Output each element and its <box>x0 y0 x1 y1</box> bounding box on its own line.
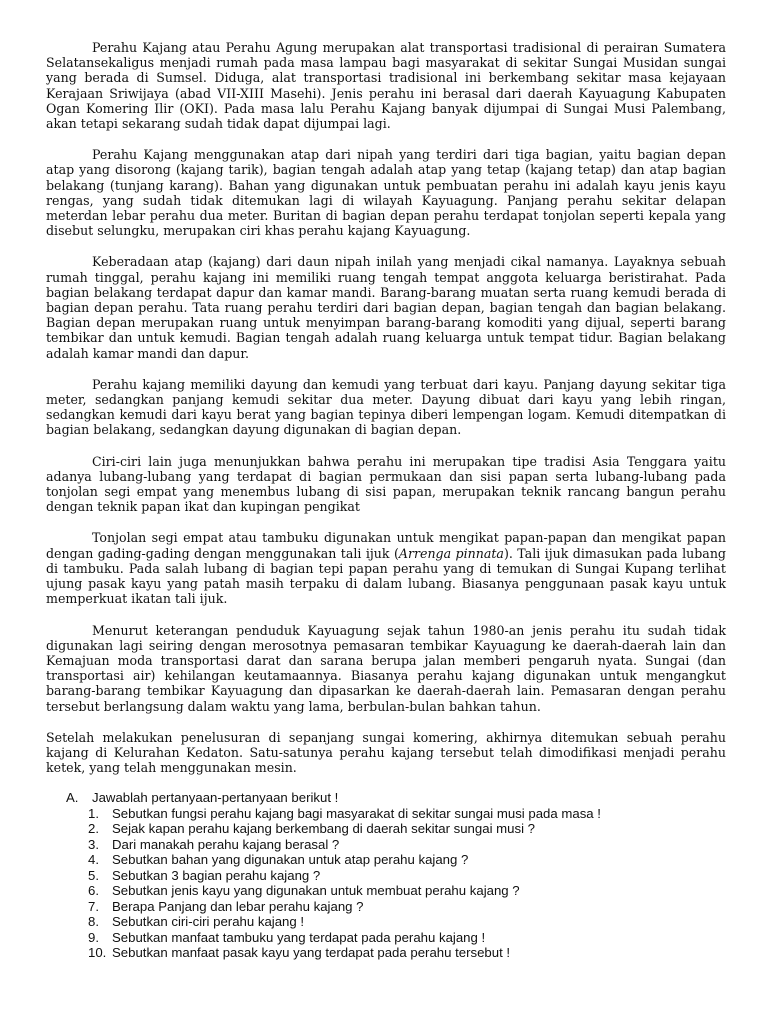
question-item <box>88 868 726 884</box>
question-text: Berapa Panjang dan lebar perahu kajang ? <box>112 898 364 914</box>
paragraph-7: Menurut keterangan penduduk Kayuagung sejak tahun 1980-an jenis perahu itu sudah tidak digunakan lagi seiring dengan merosotnya pemasaran tembikar Kayuagung ke daerah-daerah lain dan Kemajuan moda transportasi darat dan sarana berupa jalan memberi pengaruh nyata. Sungai (dan transportasi air) kehilangan keutamaannya. Biasanya perahu kajang digunakan untuk mengangkut barang-barang tembikar Kayuagung dan dipasarkan ke daerah-daerah lain. Pemasaran dengan perahu tersebut berlangsung dalam waktu yang lama, berbulan-bulan bahkan tahun. <box>46 622 726 714</box>
question-item <box>88 945 726 961</box>
paragraph-4: Perahu kajang memiliki dayung dan kemudi yang terbuat dari kayu. Panjang dayung sekitar tiga meter, sedangkan panjang kemudi sekitar dua meter. Dayung dibuat dari kayu yang lebih ringan, sedangkan kemudi dari kayu berat yang bagian tepinya diberi lempengan logam. Kemudi ditempatkan di bagian belakang, sedangkan dayung digunakan di bagian depan. <box>46 376 726 438</box>
section-letter: A. <box>66 790 79 805</box>
question-text: Dari manakah perahu kajang berasal ? <box>112 836 340 852</box>
paragraph-2: Perahu Kajang menggunakan atap dari nipah yang terdiri dari tiga bagian, yaitu bagian depan atap yang disorong (kajang tarik), bagian tengah adalah atap yang tetap (kajang tetap) dan atap bagian belakang (tunjang karang). Bahan yang digunakan untuk pembuatan perahu ini adalah kayu jenis kayu rengas, yang sudah tidak ditemukan lagi di wilayah Kayuagung. Panjang perahu sekitar delapan meterdan lebar perahu dua meter. Buritan di bagian depan perahu terdapat tonjolan seperti kepala yang disebut selungku, merupakan ciri khas perahu kajang Kayuagung. <box>46 147 726 239</box>
question-number: 1. <box>88 805 99 821</box>
question-item <box>88 821 726 837</box>
question-item <box>88 806 726 822</box>
paragraph-6 <box>46 530 726 606</box>
question-item <box>88 852 726 868</box>
paragraph-1: Perahu Kajang atau Perahu Agung merupakan alat transportasi tradisional di perairan Sumatera Selatansekaligus menjadi rumah pada masa lampau bagi masyarakat di sekitar Sungai Musidan sungai yang berada di Sumsel. Diduga, alat transportasi tradisional ini berkembang sekitar masa kejayaan Kerajaan Sriwijaya (abad VII-XIII Masehi). Jenis perahu ini berasal dari daerah Kayuagung Kabupaten Ogan Komering Ilir (OKI). Pada masa lalu Perahu Kajang banyak dijumpai di Sungai Musi Palembang, akan tetapi sekarang sudah tidak dapat dijumpai lagi. <box>46 40 726 132</box>
question-number: 3. <box>88 836 99 852</box>
question-number: 2. <box>88 821 99 836</box>
question-item <box>88 914 726 930</box>
question-item <box>88 883 726 899</box>
paragraph-6-before: Tonjolan segi empat atau tambuku digunakan untuk mengikat papan-papan dan mengikat papan dengan gading-gading dengan menggunakan tali ijuk ( <box>46 530 726 561</box>
question-text: Sebutkan manfaat tambuku yang terdapat pada perahu kajang ! <box>112 929 486 945</box>
question-number: 5. <box>88 867 99 883</box>
question-item <box>88 930 726 946</box>
question-text: Sebutkan bahan yang digunakan untuk atap perahu kajang ? <box>112 852 469 867</box>
question-item <box>88 837 726 853</box>
question-text: Sebutkan fungsi perahu kajang bagi masyarakat di sekitar sungai musi pada masa ! <box>112 805 601 821</box>
question-text: Sejak kapan perahu kajang berkembang di daerah sekitar sungai musi ? <box>112 821 535 836</box>
paragraph-6-italic: Arrenga pinnata <box>398 545 504 561</box>
question-number: 4. <box>88 852 99 867</box>
question-list <box>66 806 726 961</box>
question-text: Sebutkan ciri-ciri perahu kajang ! <box>112 914 305 929</box>
document-body <box>46 40 726 791</box>
question-heading-row <box>66 790 726 806</box>
question-text: Sebutkan manfaat pasak kayu yang terdapat pada perahu tersebut ! <box>112 945 511 960</box>
paragraph-6-after: ). Tali ijuk dimasukan pada lubang di tambuku. Pada salah lubang di bagian tepi papan perahu yang di temukan di Sungai Kupang terlihat ujung pasak kayu yang patah masih terpaku di dalam lubang. Biasanya penggunaan pasak kayu untuk memperkuat ikatan tali ijuk. <box>46 545 726 607</box>
paragraph-3: Keberadaan atap (kajang) dari daun nipah inilah yang menjadi cikal namanya. Layaknya sebuah rumah tinggal, perahu kajang ini memiliki ruang tengah tempat anggota keluarga beristirahat. Pada bagian belakang terdapat dapur dan kamar mandi. Barang-barang muatan serta ruang kemudi berada di bagian depan perahu. Tata ruang perahu terdiri dari bagian depan, bagian tengah dan bagian belakang. Bagian depan merupakan ruang untuk menyimpan barang-barang komoditi yang dijual, seperti barang tembikar dan untuk kemudi. Bagian tengah adalah ruang keluarga untuk tempat tidur. Bagian belakang adalah kamar mandi dan dapur. <box>46 254 726 361</box>
question-text: Sebutkan 3 bagian perahu kajang ? <box>112 867 321 883</box>
paragraph-5: Ciri-ciri lain juga menunjukkan bahwa perahu ini merupakan tipe tradisi Asia Tenggara yaitu adanya lubang-lubang yang terdapat di bagian permukaan dan sisi papan serta lubang-lubang pada tonjolan segi empat yang menembus lubang di sisi papan, merupakan teknik rancang bangun perahu dengan teknik papan ikat dan kupingan pengikat <box>46 453 726 515</box>
question-number: 8. <box>88 914 99 929</box>
question-text: Sebutkan jenis kayu yang digunakan untuk membuat perahu kajang ? <box>112 883 520 898</box>
paragraph-8: Setelah melakukan penelusuran di sepanjang sungai komering, akhirnya ditemukan sebuah perahu kajang di Kelurahan Kedaton. Satu-satunya perahu kajang tersebut telah dimodifikasi menjadi perahu ketek, yang telah menggunakan mesin. <box>46 729 726 776</box>
question-heading: Jawablah pertanyaan-pertanyaan berikut ! <box>92 790 339 805</box>
question-number: 7. <box>88 898 99 914</box>
question-section <box>66 790 726 961</box>
question-number: 9. <box>88 929 99 945</box>
question-number: 10. <box>88 945 107 960</box>
question-number: 6. <box>88 883 99 898</box>
question-item <box>88 899 726 915</box>
